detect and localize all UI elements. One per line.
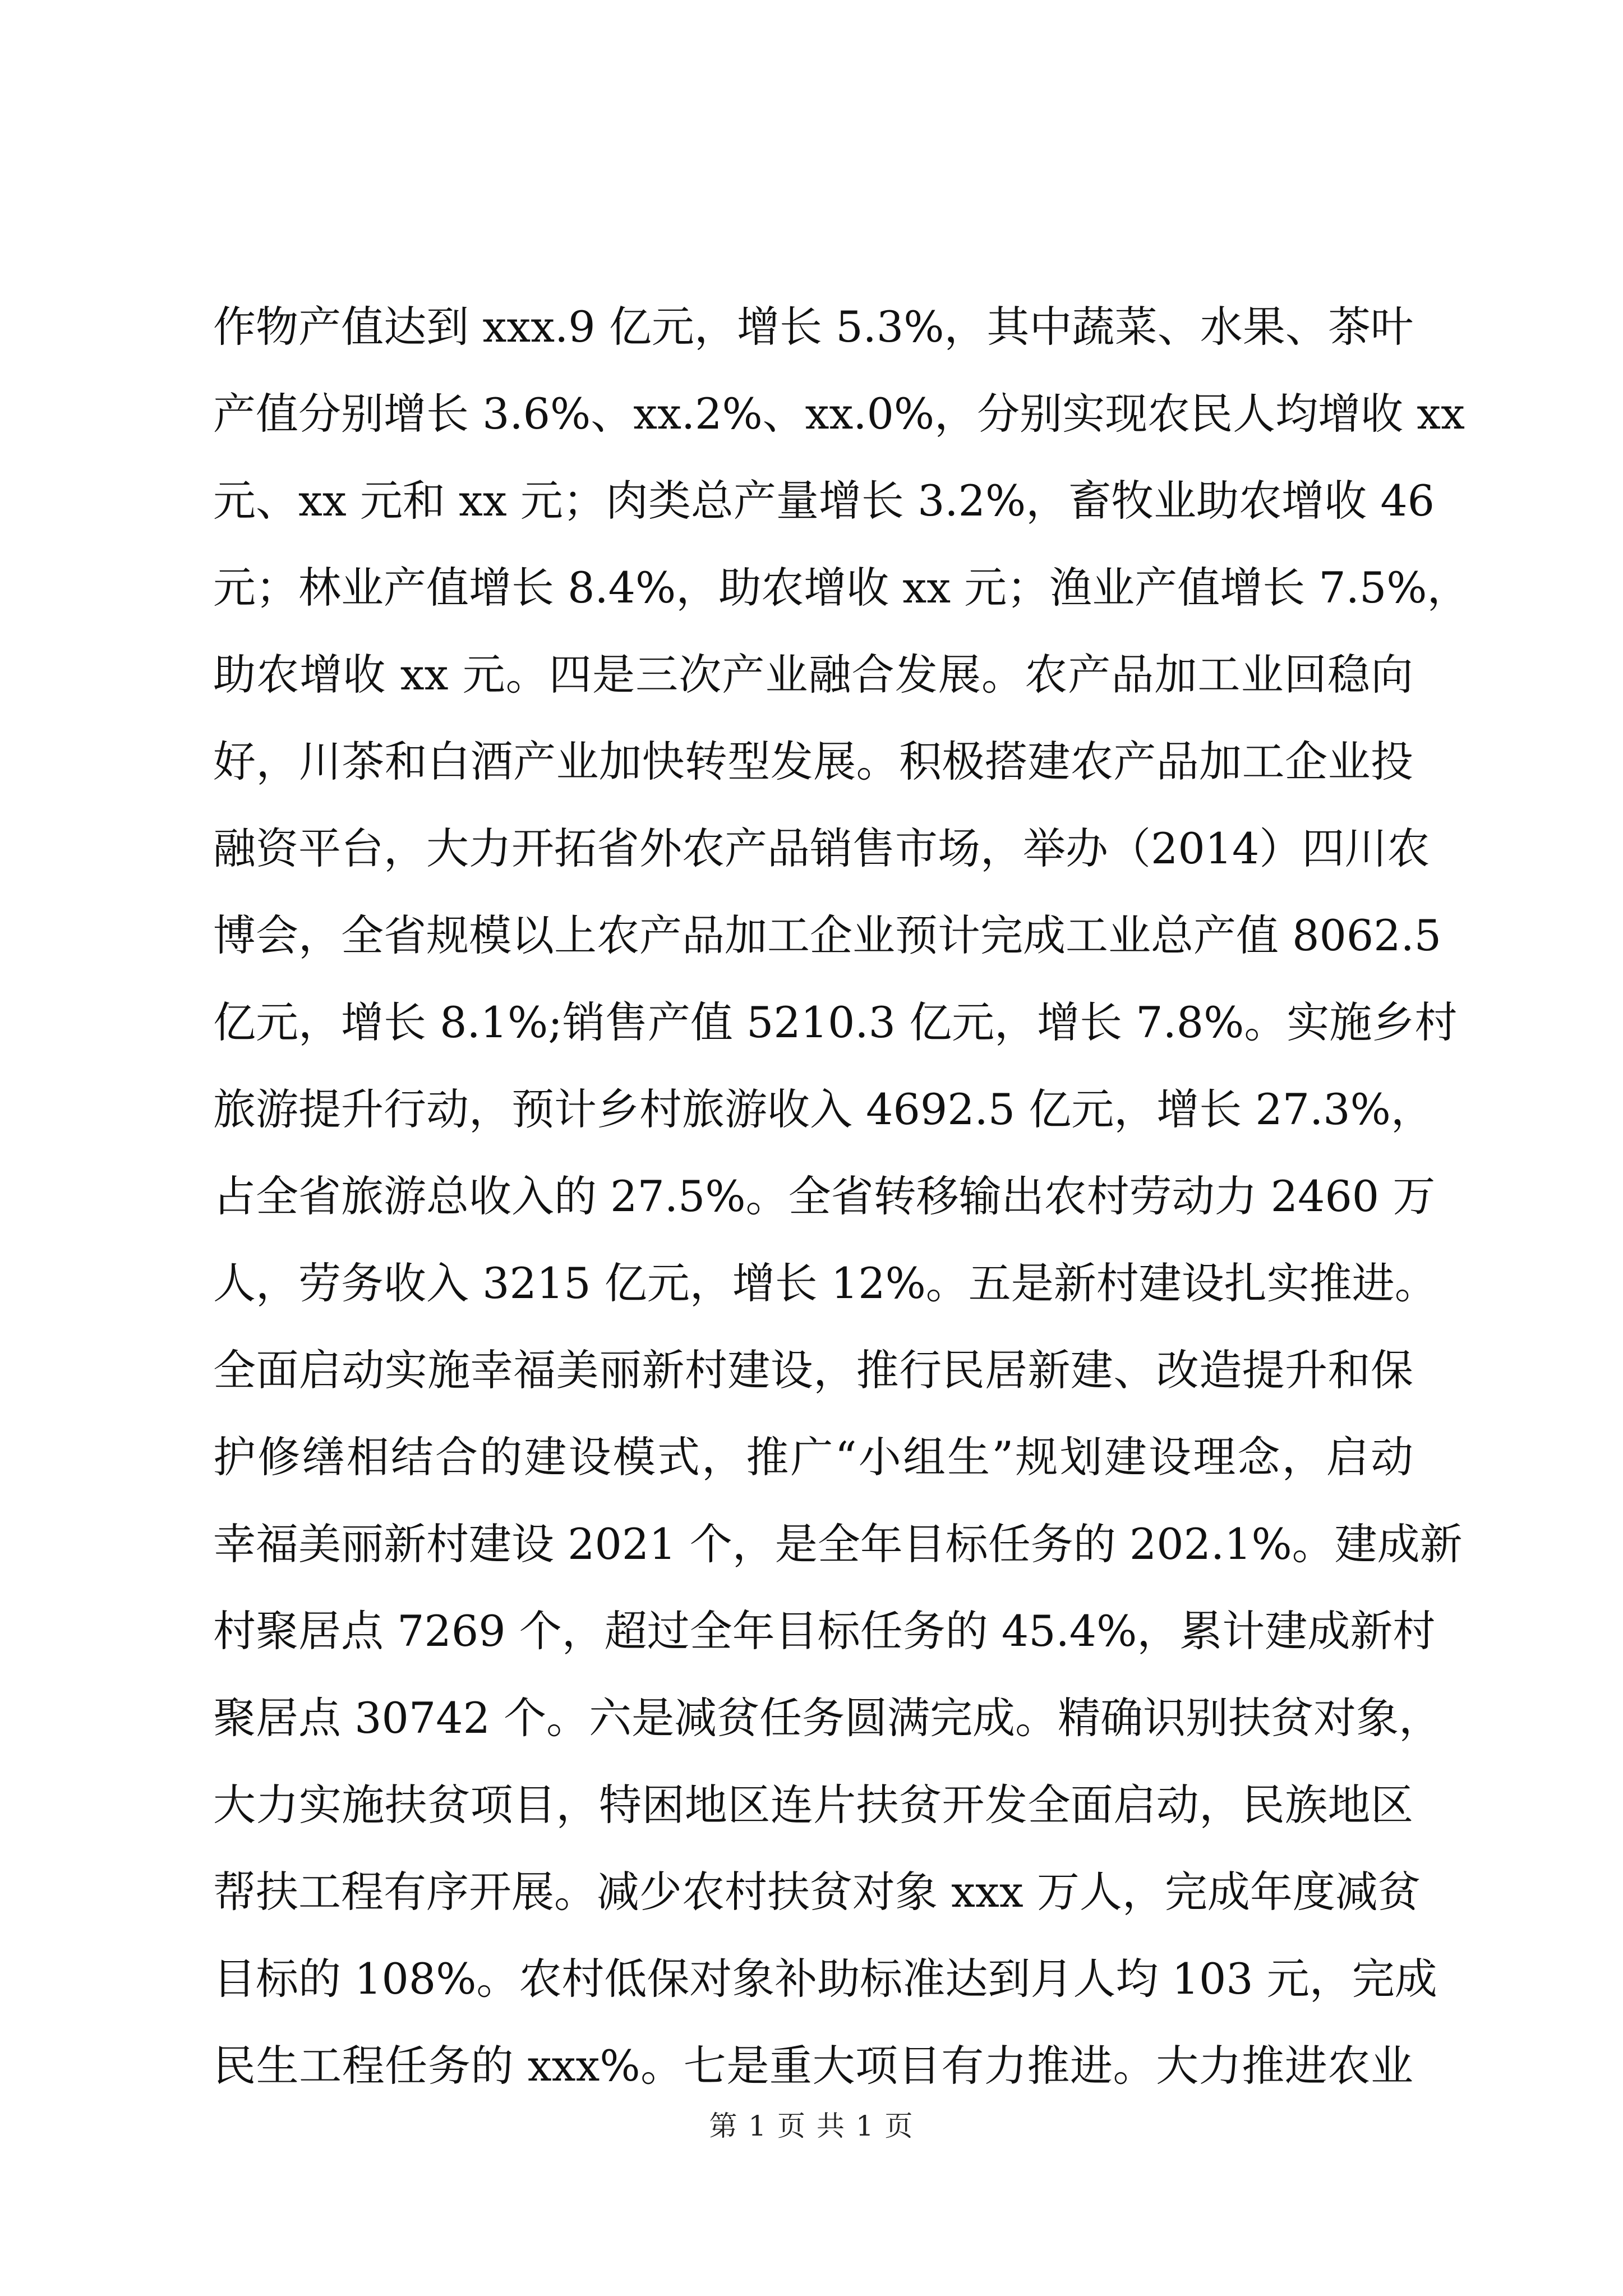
text-line: 元、xx 元和 xx 元；肉类总产量增长 3.2%，畜牧业助农增收 46 xyxy=(213,476,1435,526)
text-line: 好，川茶和白酒产业加快转型发展。积极搭建农产品加工企业投 xyxy=(213,737,1413,786)
text-line: 博会，全省规模以上农产品加工企业预计完成工业总产值 8062.5 xyxy=(213,910,1442,960)
text-line: 作物产值达到 xxx.9 亿元，增长 5.3%，其中蔬菜、水果、茶叶 xyxy=(213,302,1413,352)
text-line: 旅游提升行动，预计乡村旅游收入 4692.5 亿元，增长 27.3%， xyxy=(213,1084,1433,1134)
text-line: 融资平台，大力开拓省外农产品销售市场，举办（2014）四川农 xyxy=(213,823,1430,873)
text-line: 聚居点 30742 个。六是减贫任务圆满完成。精确识别扶贫对象， xyxy=(213,1693,1442,1743)
text-line: 助农增收 xx 元。四是三次产业融合发展。农产品加工业回稳向 xyxy=(213,650,1413,700)
text-line: 护修缮相结合的建设模式，推广“小组生”规划建设理念，启动 xyxy=(213,1432,1413,1482)
text-line: 产值分别增长 3.6%、xx.2%、xx.0%，分别实现农民人均增收 xx xyxy=(213,389,1465,439)
text-line: 村聚居点 7269 个，超过全年目标任务的 45.4%，累计建成新村 xyxy=(213,1606,1436,1656)
text-line: 目标的 108%。农村低保对象补助标准达到月人均 103 元，完成 xyxy=(213,1954,1437,2004)
text-line: 全面启动实施幸福美丽新村建设，推行民居新建、改造提升和保 xyxy=(213,1345,1413,1395)
text-line: 人，劳务收入 3215 亿元，增长 12%。五是新村建设扎实推进。 xyxy=(213,1258,1437,1308)
text-line: 亿元，增长 8.1%;销售产值 5210.3 亿元，增长 7.8%。实施乡村 xyxy=(213,997,1458,1047)
body-paragraph xyxy=(213,283,1470,2109)
text-line: 帮扶工程有序开展。减少农村扶贫对象 xxx 万人，完成年度减贫 xyxy=(213,1867,1421,1917)
text-line: 幸福美丽新村建设 2021 个，是全年目标任务的 202.1%。建成新 xyxy=(213,1519,1463,1569)
text-line: 元；林业产值增长 8.4%，助农增收 xx 元；渔业产值增长 7.5%， xyxy=(213,563,1470,613)
text-line: 民生工程任务的 xxx%。七是重大项目有力推进。大力推进农业 xyxy=(213,2041,1413,2091)
text-line: 占全省旅游总收入的 27.5%。全省转移输出农村劳动力 2460 万 xyxy=(213,1171,1436,1221)
page-footer: 第 1 页 共 1 页 xyxy=(709,2110,914,2142)
text-line: 大力实施扶贫项目，特困地区连片扶贫开发全面启动，民族地区 xyxy=(213,1780,1413,1830)
